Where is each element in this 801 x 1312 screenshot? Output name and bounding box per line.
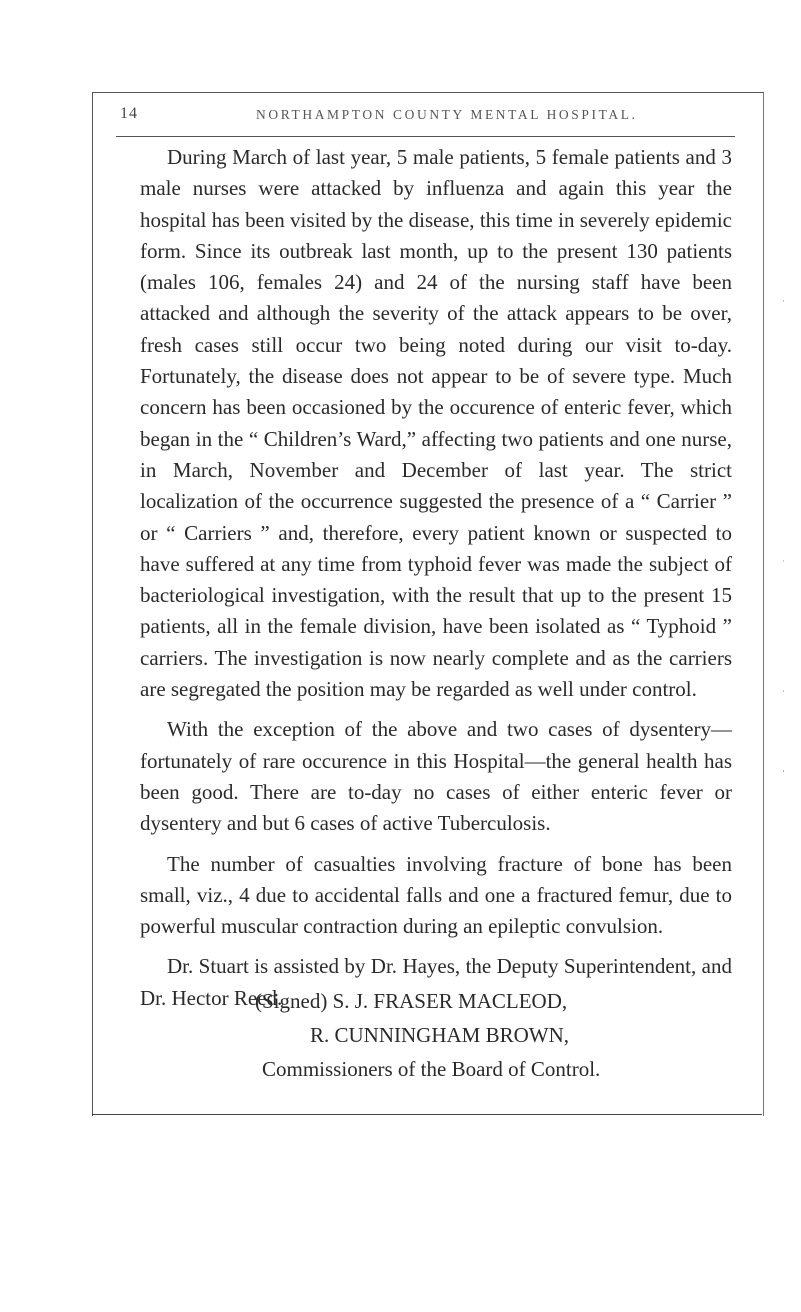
signature-block (255, 984, 600, 1086)
paragraph-influenza-enteric: During March of last year, 5 male patients, 5 female patients and 3 male nurses were attacked by influenza and again this year the hospital has been visited by the disease, this time in severely epidemic form. Since its outbreak last month, up to the present 130 patients (males 106, females 24) and 24 of the nursing staff have been attacked and although the severity of the attack appears to be over, fresh cases still occur two being noted during our visit to-day. Fortunately, the disease does not appear to be of severe type. Much concern has been occasioned by the occurence of enteric fever, which began in the “ Children’s Ward,” affecting two patients and one nurse, in March, November and December of last year. The strict localization of the occurrence suggested the presence of a “ Carrier ” or “ Carriers ” and, therefore, every patient known or suspected to have suffered at any time from typhoid fever was made the subject of bacteriological investigation, with the result that up to the present 15 patients, all in the female division, have been isolated as “ Typhoid ” carriers. The investigation is now nearly complete and as the carriers are segregated the position may be regarded as well under control. (140, 145, 732, 702)
report-body (140, 142, 732, 1014)
page-number: 14 (120, 105, 138, 122)
bottom-rule (92, 1114, 762, 1115)
running-title: NORTHAMPTON COUNTY MENTAL HOSPITAL. (256, 107, 638, 122)
paragraph-casualties: The number of casualties involving fracture of bone has been small, viz., 4 due to accidental falls and one a fractured femur, due to powerful muscular contraction during an epileptic convulsion. (140, 851, 732, 939)
signature-line-macleod: (Signed) S. J. FRASER MACLEOD, (255, 989, 568, 1013)
paragraph-general-health: With the exception of the above and two cases of dysentery—fortunately of rare occurence in this Hospital—the general health has been good. There are to-day no cases of either enteric fever or dysentery and but 6 cases of active Tuberculosis. (140, 717, 732, 836)
running-header (116, 105, 735, 129)
header-rule (116, 136, 735, 137)
page-edge-specks (783, 0, 785, 1312)
signature-line-brown: R. CUNNINGHAM BROWN, (310, 1023, 570, 1047)
paragraph-staff: Dr. Stuart is assisted by Dr. Hayes, the Deputy Superintendent, and Dr. Hector Reed. (140, 954, 732, 1010)
signature-line-title: Commissioners of the Board of Control. (262, 1057, 601, 1081)
